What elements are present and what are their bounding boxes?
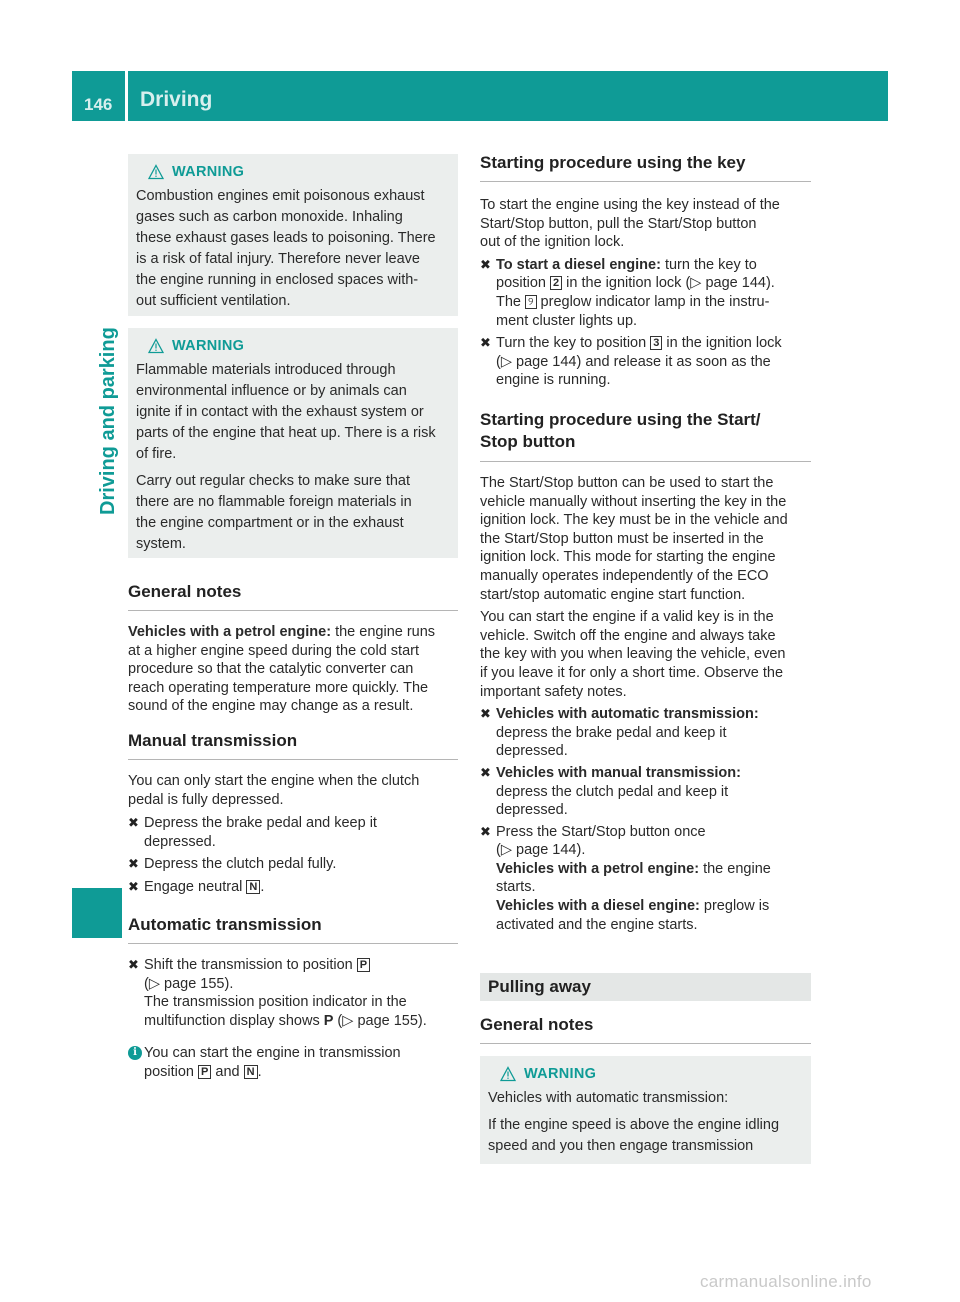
text-line: vehicle. Switch off the engine and always take (480, 627, 776, 644)
text-line: The (496, 293, 521, 310)
text-line: Carry out regular checks to make sure that (136, 473, 411, 489)
page-reference: (▷ page 155). (333, 1012, 427, 1029)
text-line: You can start the engine in transmission (144, 1045, 401, 1062)
text-line: the engine running in enclosed spaces with- (136, 272, 419, 288)
text-line: depress the brake pedal and keep it (496, 724, 727, 741)
text-line: vehicle manually without inserting the key in the (480, 493, 787, 510)
step-item (480, 823, 811, 935)
section-manual-transmission (128, 731, 458, 897)
text-line: . (260, 878, 265, 895)
warning-text: Vehicles with automatic transmission: (488, 1090, 729, 1106)
info-icon: i (128, 1046, 142, 1060)
warning-heading (148, 164, 450, 180)
section-heading: General notes (480, 1015, 811, 1044)
warning-label: WARNING (172, 164, 245, 180)
gear-neutral-symbol: N (244, 1065, 258, 1079)
page-reference: (▷ page 144). (496, 842, 586, 859)
warning-triangle-icon (148, 164, 164, 180)
text-line: Flammable materials introduced through (136, 362, 396, 378)
text-line: manually operates independently of the ECO (480, 567, 769, 584)
text-line: You can only start the engine when the clutch (128, 773, 420, 789)
text-line: Combustion engines emit poisonous exhaust (136, 188, 425, 204)
gear-neutral-symbol: N (246, 880, 260, 894)
text-line: Turn the key to position (496, 335, 647, 352)
text-line: out of the ignition lock. (480, 234, 625, 251)
heading-line: Stop button (480, 432, 576, 451)
text-line: Start/Stop button, pull the Start/Stop button (480, 215, 757, 232)
step-arrow-icon: ✖ (480, 706, 491, 722)
text-line: in the ignition lock (▷ page 144). (566, 275, 775, 292)
warning-text (136, 471, 450, 555)
text-line: out sufficient ventilation. (136, 293, 291, 309)
heading-line: Starting procedure using the Start/ (480, 410, 761, 429)
text-line: The Start/Stop button can be used to start the (480, 475, 774, 491)
text-line: parts of the engine that heat up. There is a risk (136, 425, 436, 441)
step-item (128, 855, 458, 874)
watermark: carmanualsonline.info (700, 1272, 872, 1291)
text-line: depressed. (144, 833, 216, 850)
text-line: important safety notes. (480, 683, 627, 700)
gear-park-symbol: P (198, 1065, 211, 1079)
text-line: To start the engine using the key instead of the (480, 197, 780, 213)
warning-heading (148, 338, 450, 354)
page-number: 146 (84, 95, 113, 114)
body-paragraph (480, 196, 811, 252)
bold-lead: Vehicles with a petrol engine: (128, 624, 332, 640)
bold-lead: Vehicles with automatic transmission: (496, 706, 759, 723)
text-line: starts. (496, 879, 536, 896)
text-line: system. (136, 536, 186, 552)
text-line: If the engine speed is above the engine idling (488, 1117, 780, 1133)
text-line: of fire. (136, 446, 177, 462)
text-line: procedure so that the catalytic converter can (128, 661, 414, 678)
text-line: position (496, 275, 546, 292)
text-line: multifunction display shows (144, 1012, 320, 1029)
step-arrow-icon: ✖ (128, 815, 139, 831)
text-line: speed and you then engage transmission (488, 1138, 754, 1154)
step-item (480, 334, 811, 390)
text-line: gases such as carbon monoxide. Inhaling (136, 209, 403, 225)
text-line: these exhaust gases leads to poisoning. There (136, 230, 436, 246)
warning-text (136, 360, 450, 465)
text-line: the Start/Stop button must be inserted in the (480, 530, 764, 547)
warning-text (488, 1115, 803, 1157)
warning-label: WARNING (524, 1066, 597, 1082)
warning-text (136, 186, 450, 312)
text-line: ment cluster lights up. (496, 312, 638, 329)
text-line: Depress the clutch pedal fully. (144, 856, 337, 873)
warning-heading (500, 1066, 803, 1082)
section-heading: General notes (128, 582, 458, 611)
step-arrow-icon: ✖ (480, 823, 491, 839)
warning-triangle-icon (500, 1066, 516, 1082)
step-item (128, 814, 458, 851)
key-position-symbol: 2 (550, 276, 562, 290)
body-paragraph (128, 772, 458, 809)
text-line: and (215, 1063, 240, 1080)
step-arrow-icon: ✖ (480, 764, 491, 780)
text-line: environmental influence or by animals can (136, 383, 407, 399)
text-line: the engine runs (331, 624, 436, 640)
step-item (480, 764, 811, 820)
text-line: pedal is fully depressed. (128, 791, 284, 808)
bold-lead: Vehicles with a diesel engine: (496, 898, 700, 915)
section-pulling-away (480, 973, 811, 1164)
section-heading: Starting procedure using the key (480, 153, 811, 182)
text-line: depressed. (496, 802, 568, 819)
body-paragraph (480, 608, 811, 701)
text-line: Press the Start/Stop button once (496, 823, 706, 840)
section-heading (480, 409, 811, 462)
chapter-heading: Pulling away (480, 973, 811, 1001)
text-line: preglow indicator lamp in the instru- (540, 293, 770, 310)
text-line: Depress the brake pedal and keep it (144, 815, 377, 832)
side-tab-marker (72, 888, 122, 938)
step-arrow-icon: ✖ (128, 878, 139, 894)
warning-box-pulling (480, 1056, 811, 1164)
warning-label: WARNING (172, 338, 245, 354)
step-item (128, 956, 458, 1030)
step-item (128, 878, 458, 897)
text-line: the engine compartment or in the exhaust (136, 515, 404, 531)
bold-lead: Vehicles with manual transmission: (496, 764, 741, 781)
body-paragraph (128, 623, 458, 716)
bold-lead: Vehicles with a petrol engine: (496, 860, 700, 877)
gear-park-symbol: P (357, 958, 370, 972)
text-line: ignite if in contact with the exhaust system or (136, 404, 424, 420)
step-arrow-icon: ✖ (128, 856, 139, 872)
text-line: position (144, 1063, 194, 1080)
side-tab-label: Driving and parking (97, 327, 119, 515)
section-start-key (480, 153, 811, 390)
text-line: Engage neutral (144, 878, 243, 895)
section-start-stop (480, 409, 811, 934)
bold-lead: To start a diesel engine: (496, 256, 661, 273)
body-paragraph (480, 474, 811, 604)
step-arrow-icon: ✖ (480, 335, 491, 351)
text-line: engine is running. (496, 372, 611, 389)
text-line: if you leave it for only a short time. Observe the (480, 664, 784, 681)
text-line: The transmission position indicator in the (144, 994, 407, 1011)
warning-triangle-icon (148, 338, 164, 354)
text-line: activated and the engine starts. (496, 916, 698, 933)
section-heading: Automatic transmission (128, 915, 458, 944)
step-item (480, 705, 811, 761)
text-line: there are no flammable foreign materials in (136, 494, 412, 510)
text-line: turn the key to (660, 256, 757, 273)
text-line: ignition lock. This mode for starting the engine (480, 549, 776, 566)
warning-box-exhaust (128, 154, 458, 316)
info-note (128, 1044, 458, 1081)
bold-symbol: P (323, 1012, 334, 1029)
text-line: sound of the engine may change as a result. (128, 698, 414, 715)
text-line: preglow is (699, 898, 770, 915)
header-divider (125, 71, 128, 121)
step-item (480, 256, 811, 330)
text-line: start/stop automatic engine start function. (480, 586, 746, 603)
text-line: in the ignition lock (666, 335, 782, 352)
preglow-lamp-icon: ୨ (525, 295, 536, 309)
text-line: (▷ page 144) and release it as soon as the (496, 353, 771, 370)
warning-box-flammable (128, 328, 458, 558)
text-line: ignition lock. The key must be in the vehicle and (480, 512, 788, 529)
text-line: Shift the transmission to position (144, 957, 353, 973)
text-line: depress the clutch pedal and keep it (496, 783, 729, 800)
step-arrow-icon: ✖ (480, 256, 491, 272)
text-line: the engine (699, 860, 771, 877)
step-arrow-icon: ✖ (128, 957, 139, 972)
section-automatic-transmission (128, 915, 458, 1082)
page-reference: (▷ page 155). (144, 975, 234, 992)
key-position-symbol: 3 (650, 336, 662, 350)
section-heading: Manual transmission (128, 731, 458, 760)
text-line: You can start the engine if a valid key is in the (480, 609, 774, 626)
text-line: is a risk of fatal injury. Therefore never leave (136, 251, 420, 267)
text-line: the key with you when leaving the vehicle, even (480, 646, 786, 663)
text-line: at a higher engine speed during the cold start (128, 642, 420, 659)
text-line: reach operating temperature more quickly. The (128, 679, 429, 696)
section-general-notes (128, 582, 458, 716)
text-line: . (257, 1063, 262, 1080)
page-title: Driving (140, 88, 213, 111)
text-line: depressed. (496, 743, 568, 760)
